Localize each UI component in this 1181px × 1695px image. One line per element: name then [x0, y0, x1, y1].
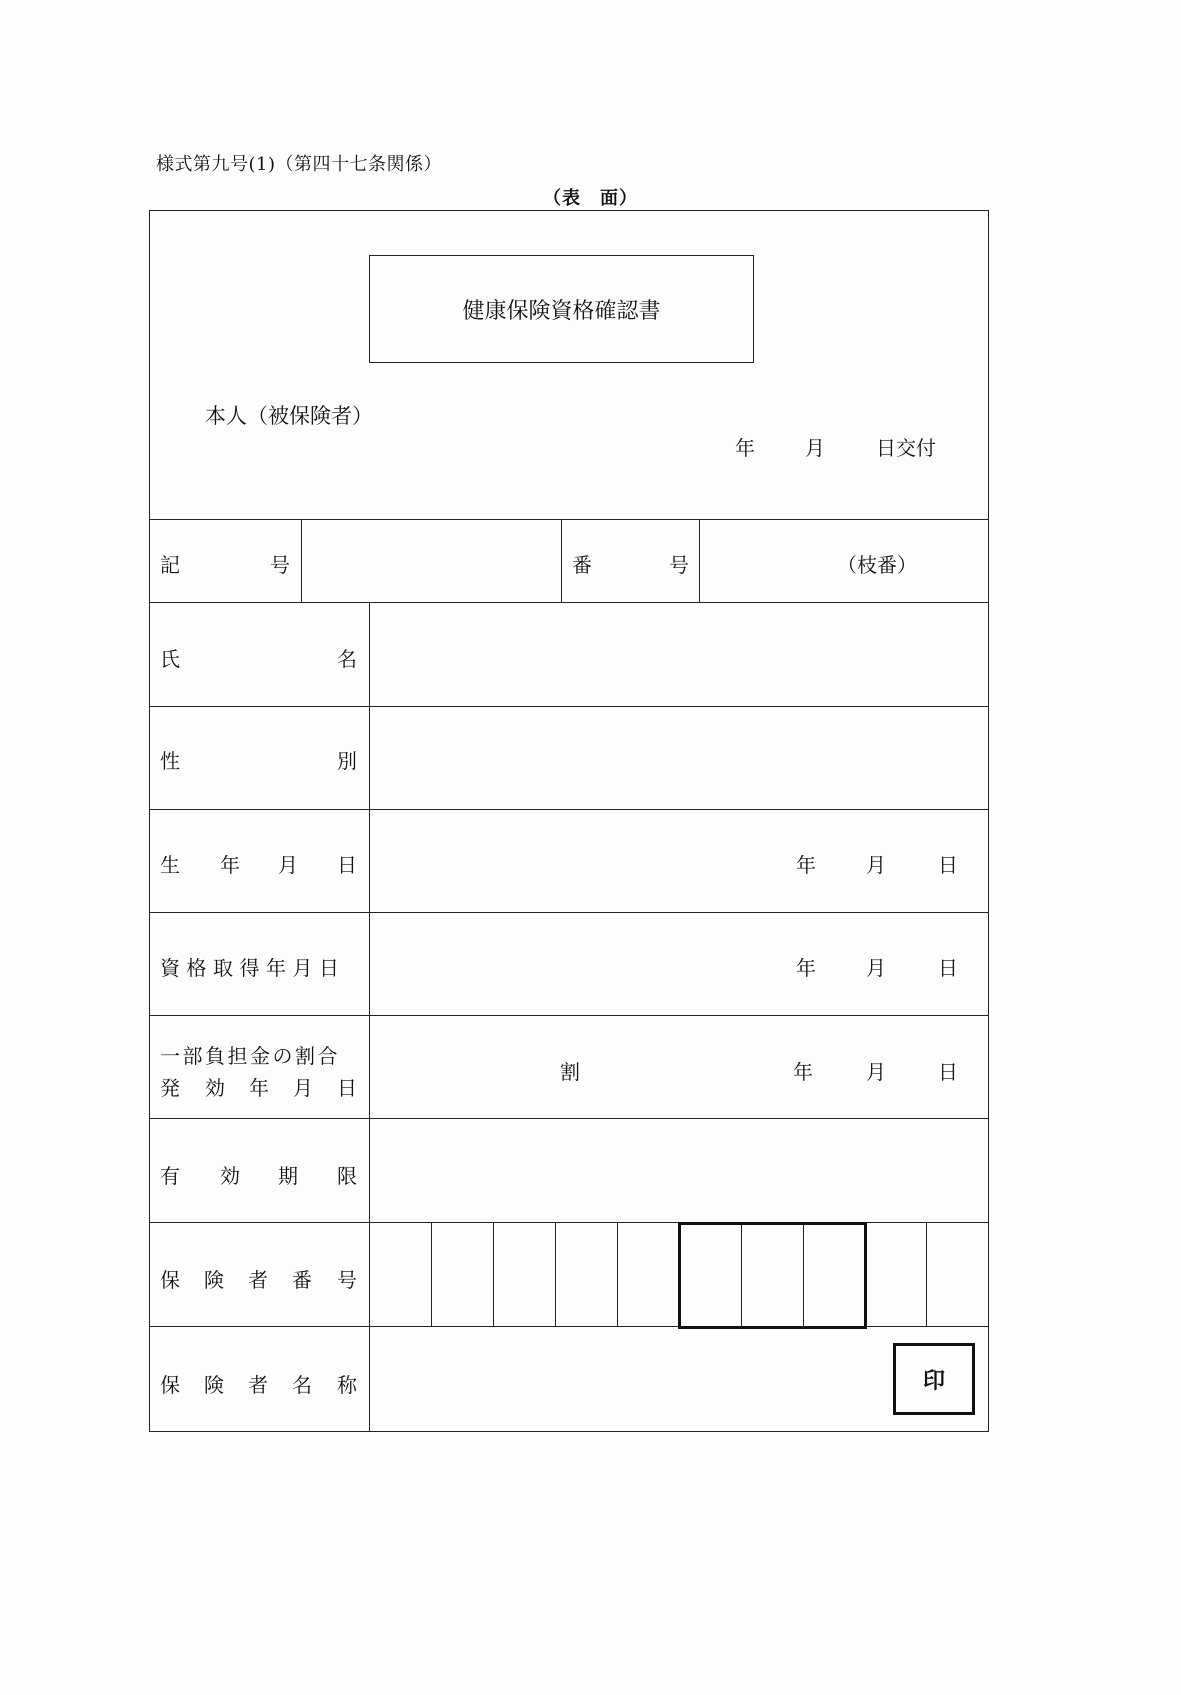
sex-label-2: 別: [337, 749, 357, 773]
birth-label-1: 生: [160, 853, 180, 877]
side-label: （表 面）: [543, 188, 638, 209]
valid-label-3: 期: [278, 1164, 298, 1188]
issue-month-label: 月: [805, 436, 825, 460]
birth-label-4: 日: [337, 853, 357, 877]
sex-label-1: 性: [160, 749, 180, 773]
acquired-month-unit: 月: [866, 956, 886, 980]
burden-day-unit: 日: [938, 1060, 958, 1084]
insurer-number-label-5: 号: [337, 1268, 357, 1292]
burden-label-line2-3: 年: [249, 1076, 269, 1100]
insurer-number-label-4: 番: [292, 1268, 312, 1292]
sex-field[interactable]: [370, 707, 987, 808]
number-label-1: 番: [572, 553, 592, 577]
insurer-name-label-4: 名: [292, 1373, 312, 1397]
burden-ratio-unit: 割: [560, 1060, 580, 1084]
insurer-number-label-2: 険: [204, 1268, 224, 1292]
burden-label-line2-4: 月: [293, 1076, 313, 1100]
burden-label-line2-1: 発: [160, 1076, 180, 1100]
burden-month-unit: 月: [866, 1060, 886, 1084]
insurer-number-label-1: 保: [160, 1268, 180, 1292]
name-label-2: 名: [337, 647, 357, 671]
seal-stamp-box: 印: [893, 1343, 975, 1415]
name-label-1: 氏: [160, 647, 180, 671]
burden-label-line2-2: 効: [205, 1076, 225, 1100]
insurer-number-label-3: 者: [248, 1268, 268, 1292]
number-label-2: 号: [669, 553, 689, 577]
insurer-name-label-1: 保: [160, 1373, 180, 1397]
valid-period-field[interactable]: [370, 1119, 987, 1221]
birth-label-2: 年: [220, 853, 240, 877]
name-field[interactable]: [370, 603, 987, 705]
issue-year-label: 年: [735, 436, 755, 460]
valid-label-4: 限: [337, 1164, 357, 1188]
burden-year-unit: 年: [793, 1060, 813, 1084]
insurer-name-label-3: 者: [248, 1373, 268, 1397]
burden-label-line2-5: 日: [337, 1076, 357, 1100]
acquired-day-unit: 日: [938, 956, 958, 980]
valid-label-1: 有: [160, 1164, 180, 1188]
person-label: 本人（被保険者）: [205, 404, 373, 428]
symbol-label-2: 号: [270, 553, 290, 577]
insurer-name-label-2: 険: [204, 1373, 224, 1397]
acquired-year-unit: 年: [796, 956, 816, 980]
form-caption: 様式第九号(1)（第四十七条関係）: [156, 154, 442, 175]
symbol-label-1: 記: [160, 553, 180, 577]
birth-day-unit: 日: [938, 853, 958, 877]
issue-day-label: 日交付: [876, 436, 936, 460]
symbol-field[interactable]: [302, 520, 560, 602]
birth-month-unit: 月: [866, 853, 886, 877]
document-title: 健康保険資格確認書: [369, 255, 754, 363]
valid-label-2: 効: [220, 1164, 240, 1188]
birth-label-3: 月: [278, 853, 298, 877]
birth-year-unit: 年: [796, 853, 816, 877]
acquired-label: 資格取得年月日: [160, 956, 346, 980]
burden-label-line1: 一部負担金の割合: [160, 1044, 340, 1068]
branch-number-label: （枝番）: [837, 553, 917, 577]
insurer-name-label-5: 称: [337, 1373, 357, 1397]
